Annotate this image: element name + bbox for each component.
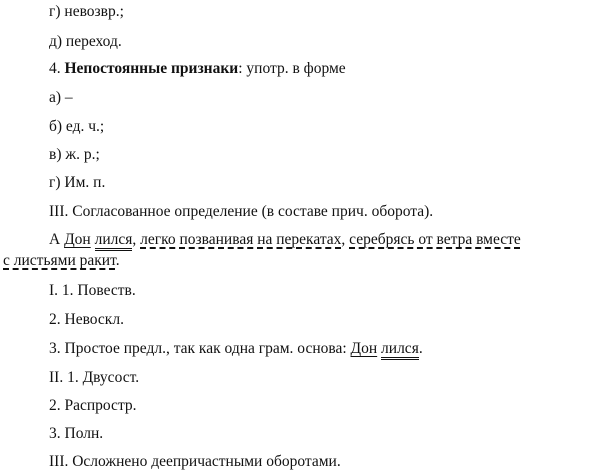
item-number: 4. [49,60,61,77]
text-line: 3. Полн. [49,425,104,442]
text-line: в) ж. р.; [49,146,100,163]
text-content: 3. Простое предл., так как одна грам. основа: [49,340,351,357]
text-line: б) ед. ч.; [49,118,105,135]
sentence-predicate: лился [95,231,133,251]
sentence-comma: , [341,231,350,248]
sentence-line-1 [49,231,521,249]
text-line: III. Согласованное определение (в составе прич. оборота). [49,203,434,220]
text-line: а) – [49,89,73,106]
sentence-start: А [49,231,65,248]
sentence-space [91,231,95,248]
text-line: г) Им. п. [49,174,106,191]
grammar-subject: Дон [350,340,378,357]
text-line: г) невозвр.; [49,3,124,20]
text-line-nonconstant-features [49,60,346,78]
bold-heading: Непостоянные признаки [64,60,239,77]
text-end: . [418,340,423,357]
sentence-subject: Дон [64,231,91,248]
text-line: д) переход. [49,33,122,50]
text-line: I. 1. Повеств. [49,282,136,299]
text-line: 2. Распростр. [49,397,137,414]
text-line-grammar-basis [49,340,423,358]
sentence-comma: , [132,231,141,248]
sentence-adverbial-phrase-2-part2: с листьями ракит [3,252,116,269]
text-line: III. Осложнено деепричастными оборотами. [49,453,341,470]
grammar-predicate: лился [381,340,419,360]
text-rest: : употр. в форме [238,60,346,77]
text-line: II. 1. Двусост. [49,369,140,386]
sentence-line-2 [3,252,120,270]
sentence-adverbial-phrase-2-part1: серебрясь от ветра вместе [349,231,521,248]
sentence-end: . [115,252,120,269]
sentence-adverbial-phrase-1: легко позванивая на перекатах [140,231,342,248]
text-line: 2. Невоскл. [49,311,124,328]
